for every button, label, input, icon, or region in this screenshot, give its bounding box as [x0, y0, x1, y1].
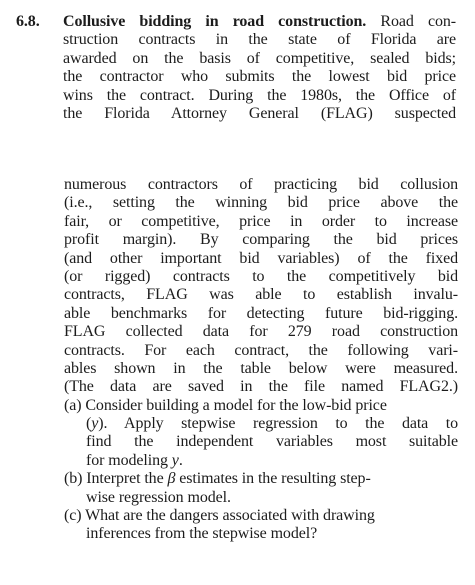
body-line-3: fair, or competitive, price in order to increase: [64, 212, 458, 230]
body-line-9: FLAG collected data for 279 road construction: [64, 323, 458, 341]
part-a-line-1: (a) Consider building a model for the low-bid price: [64, 396, 387, 414]
part-c-line-1: (c) What are the dangers associated with drawing: [64, 507, 375, 525]
part-a-text: for modeling: [86, 451, 172, 469]
body-line-1: numerous contractors of practicing bid collusion: [64, 176, 458, 193]
part-a-text: .: [178, 451, 183, 469]
part-b-text: estimates in the resulting step-: [175, 470, 371, 488]
part-b-line-1: [64, 470, 458, 488]
part-a-line-2: [64, 415, 458, 433]
beta-symbol: β: [167, 470, 176, 488]
variable-y: y: [91, 415, 99, 433]
intro-line-3: awarded on the basis of competitive, sealed bids;: [63, 49, 456, 67]
exercise-number: 6.8.: [16, 13, 40, 30]
body-line-12: (The data are saved in the file named FLAG2.): [64, 378, 458, 396]
part-c: [64, 507, 458, 544]
body-line-11: ables shown in the table below were measured.: [64, 359, 458, 377]
body-line-2: (i.e., setting the winning bid price above the: [64, 194, 458, 212]
intro-line-5: wins the contract. During the 1980s, the Office of: [63, 86, 456, 104]
intro-line-1: [16, 13, 456, 31]
part-b-text: (b) Interpret the: [64, 470, 168, 488]
body-line-6: (or rigged) contracts to the competitively bid: [64, 267, 458, 285]
part-a: [64, 397, 458, 471]
exercise-title: Collusive bidding in road construction.: [63, 13, 367, 30]
body-line-8: able benchmarks for detecting future bid-rigging.: [64, 304, 458, 322]
part-a-line-3: find the independent variables most suitable: [86, 433, 458, 451]
intro-text: Road con-: [380, 13, 456, 30]
part-c-line-2: inferences from the stepwise model?: [86, 525, 318, 543]
part-a-text: ). Apply stepwise regression to the data to: [98, 415, 458, 433]
body-line-7: contracts, FLAG was able to establish invalu-: [64, 286, 458, 304]
body-line-4: profit margin). By comparing the bid prices: [64, 231, 458, 249]
exercise-intro: [16, 13, 456, 123]
intro-line-2: struction contracts in the state of Florida are: [63, 31, 456, 49]
intro-line-4: the contractor who submits the lowest bid price: [63, 68, 456, 86]
part-b: [64, 470, 458, 507]
part-a-text: (: [86, 415, 92, 433]
intro-line-6: the Florida Attorney General (FLAG) suspected: [63, 104, 456, 122]
part-a-line-4: [64, 452, 458, 470]
exercise-continued: [64, 176, 458, 544]
body-line-10: contracts. For each contract, the following vari-: [64, 341, 458, 359]
part-b-line-2: wise regression model.: [86, 488, 231, 506]
body-line-5: (and other important bid variables) of the fixed: [64, 249, 458, 267]
variable-y: y: [171, 451, 179, 469]
